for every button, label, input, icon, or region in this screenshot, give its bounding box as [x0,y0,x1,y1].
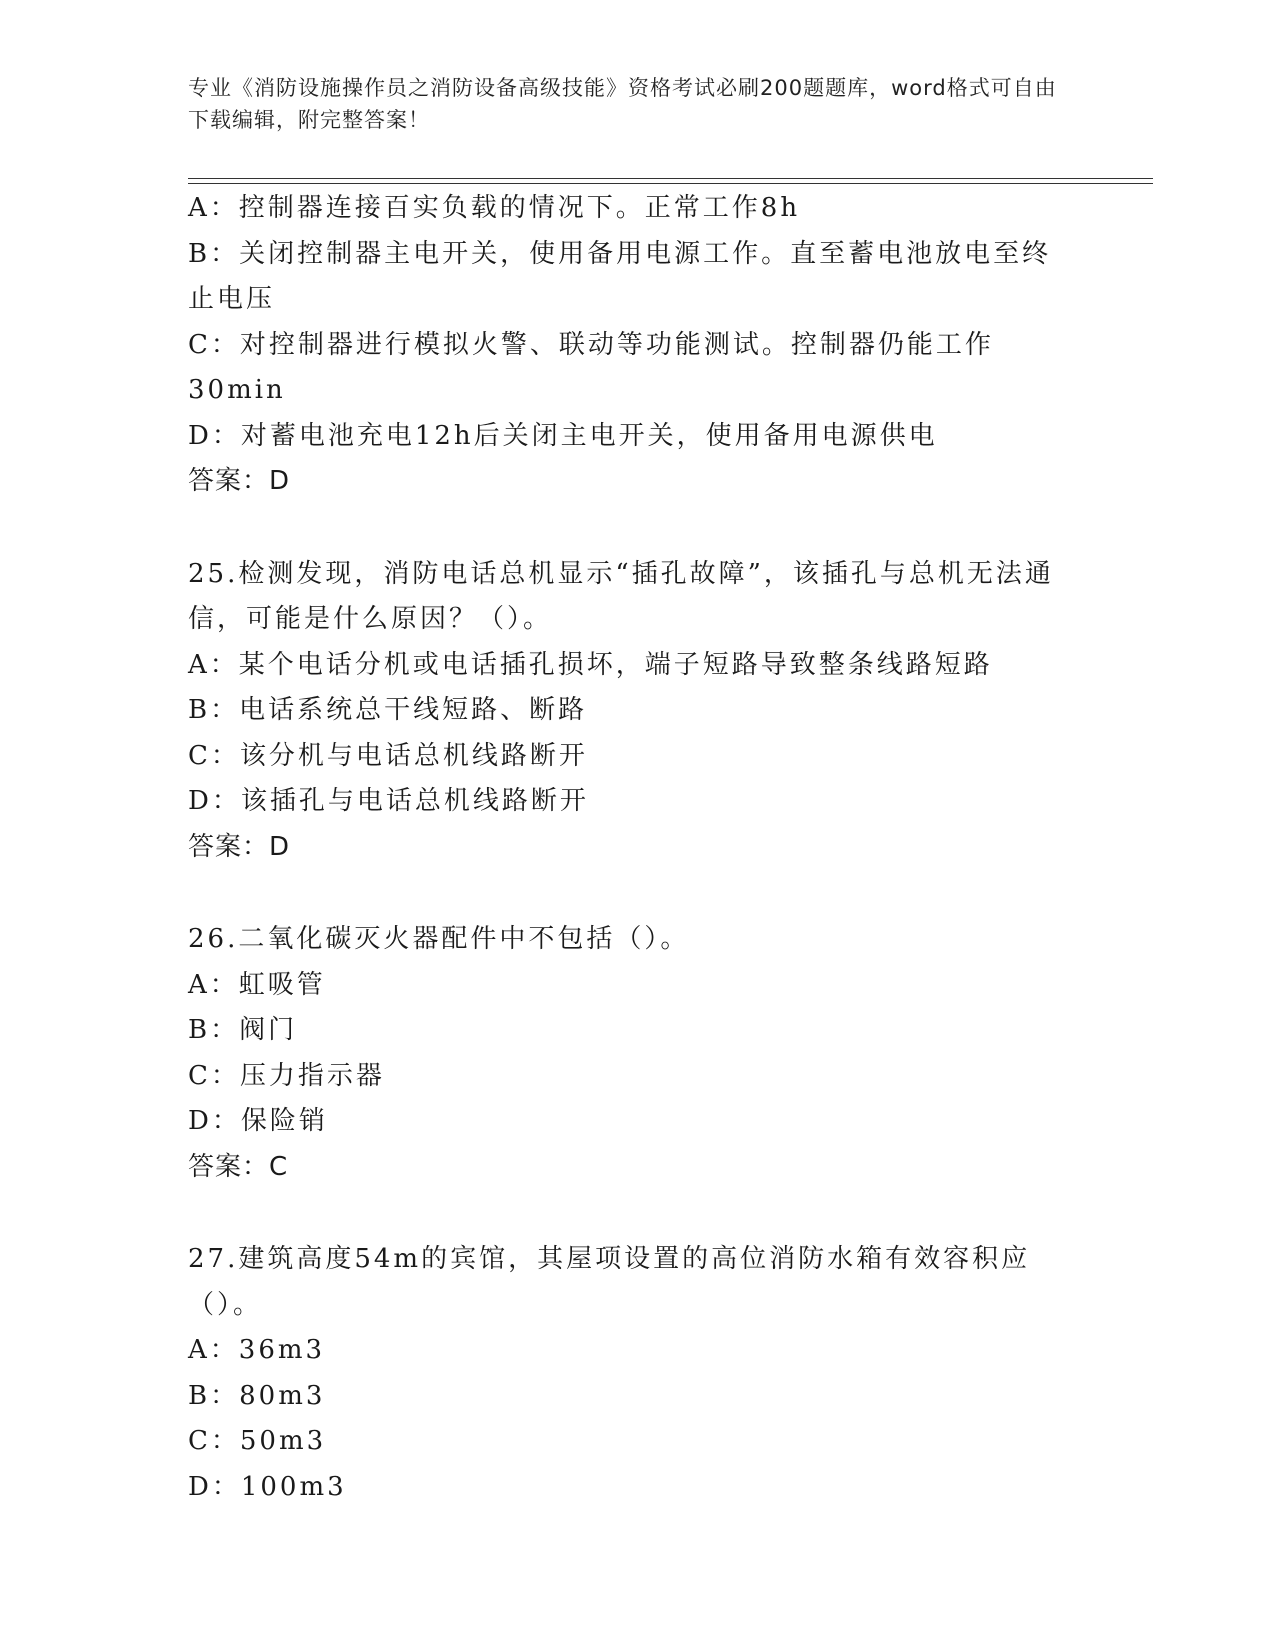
question-text: 27.建筑高度54m的宾馆，其屋项设置的高位消防水箱有效容积应（）。 [188,1244,1031,1320]
option-a: A：虹吸管 [188,969,326,1000]
option-b: B：电话系统总干线短路、断路 [188,695,588,725]
question-list [188,186,1068,1510]
option-d: D：保险销 [188,1106,328,1136]
block-spacer [188,505,1068,552]
option-d: D：100m3 [188,1471,347,1502]
header-divider-bottom [188,183,1153,184]
answer-line: 答案：D [188,831,291,862]
question-block-25 [188,552,1068,871]
block-spacer [188,1190,1068,1237]
option-a: A：36m3 [188,1335,326,1365]
document-header-title: 专业《消防设施操作员之消防设备高级技能》资格考试必刷200题题库，word格式可自由下载编辑，附完整答案！ [188,76,1057,132]
header-divider-top [188,178,1153,179]
question-block-26 [188,917,1068,1190]
answer-line: 答案：D [188,466,291,496]
question-block-24 [188,186,1068,505]
option-d: D：该插孔与电话总机线路断开 [188,786,589,816]
option-c: C：50m3 [188,1426,327,1456]
option-c: C：压力指示器 [188,1060,385,1091]
option-b: B：80m3 [188,1380,326,1411]
option-a: A：某个电话分机或电话插孔损坏，端子短路导致整条线路短路 [188,649,993,680]
option-c: C：对控制器进行模拟火警、联动等功能测试。控制器仍能工作30min [188,329,994,405]
option-b: B：阀门 [188,1015,298,1045]
option-a: A：控制器连接百实负载的情况下。正常工作8h [188,193,801,223]
question-text: 26.二氧化碳灭火器配件中不包括（）。 [188,924,690,954]
question-block-27 [188,1237,1068,1510]
answer-line: 答案：C [188,1151,289,1182]
option-c: C：该分机与电话总机线路断开 [188,740,588,771]
option-d: D：对蓄电池充电12h后关闭主电开关，使用备用电源供电 [188,420,938,451]
question-text: 25.检测发现，消防电话总机显示“插孔故障”，该插孔与总机无法通信，可能是什么原因？（）。 [188,558,1054,634]
option-b: B：关闭控制器主电开关，使用备用电源工作。直至蓄电池放电至终止电压 [188,238,1052,314]
block-spacer [188,870,1068,917]
